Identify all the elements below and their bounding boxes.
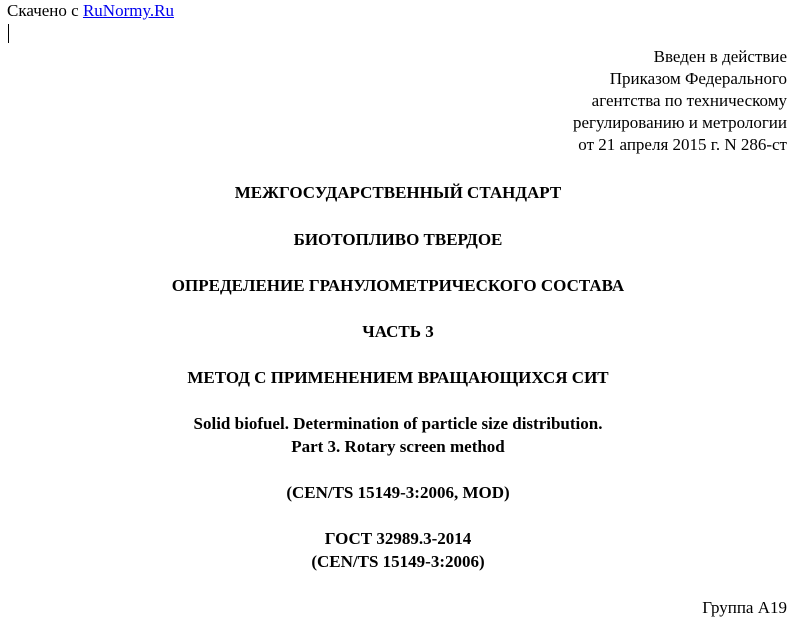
standard-type-heading: МЕЖГОСУДАРСТВЕННЫЙ СТАНДАРТ — [234, 183, 562, 202]
text-cursor — [8, 24, 9, 43]
designation-line-1: ГОСТ 32989.3-2014 — [324, 529, 472, 548]
group-label: Группа А19 — [702, 598, 787, 617]
intro-line: агентства по техническому — [591, 91, 787, 110]
source-prefix: Скачено с — [7, 1, 79, 20]
intro-line: Приказом Федерального — [609, 69, 787, 88]
intro-line: регулированию и метрологии — [572, 113, 787, 132]
modification-note: (CEN/TS 15149-3:2006, MOD) — [286, 483, 510, 502]
introduction-block — [573, 46, 787, 156]
determination-heading: ОПРЕДЕЛЕНИЕ ГРАНУЛОМЕТРИЧЕСКОГО СОСТАВА — [171, 276, 625, 295]
source-line — [7, 1, 174, 21]
english-title-line-1: Solid biofuel. Determination of particle size distribution. — [193, 414, 603, 433]
method-heading: МЕТОД С ПРИМЕНЕНИЕМ ВРАЩАЮЩИХСЯ СИТ — [187, 368, 609, 387]
intro-line: от 21 апреля 2015 г. N 286-ст — [578, 135, 787, 154]
subject-heading: БИОТОПЛИВО ТВЕРДОЕ — [293, 230, 503, 249]
english-title-line-2: Part 3. Rotary screen method — [291, 437, 505, 456]
source-link[interactable]: RuNormy.Ru — [82, 1, 174, 20]
part-heading: ЧАСТЬ 3 — [362, 322, 434, 341]
designation-line-2: (CEN/TS 15149-3:2006) — [311, 552, 485, 571]
intro-line: Введен в действие — [653, 47, 787, 66]
